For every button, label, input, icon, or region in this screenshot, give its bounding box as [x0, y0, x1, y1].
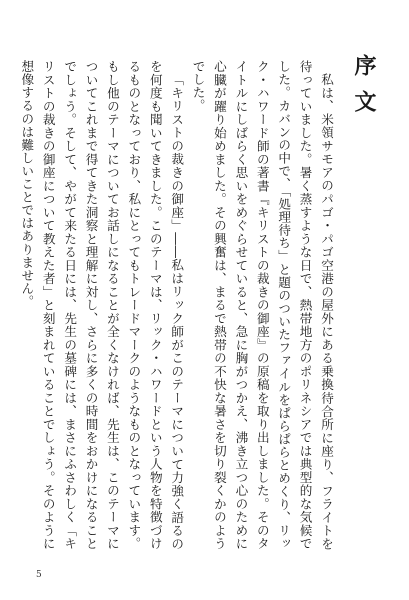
chapter-heading: 序文: [351, 54, 377, 126]
body-text: [19, 60, 337, 550]
paragraph-2: 「キリストの裁きの御座」――私はリック師がこのテーマについて力強く語るのを何度も聞いてきました。このテーマは、リック・ハワードという人物を特徴づけるものとなっており、私にとってもトレードマークのようなものとなっています。もし他のテーマについてお話しになることが全くなければ、先生は、このテーマについてこれまで得てきた洞察と理解に対し、さらに多くの時間をおかけになることでしょう。そして、やがて来たる日には、先生の墓碑には、まさにふさわしく「キリストの裁きの御座について教えた者」と刻まれていることでしょう。そのように想像するのは難しいことではありません。: [19, 60, 185, 550]
paragraph-1: 私は、米領サモアのパゴ・パゴ空港の屋外にある乗換待合所に座り、フライトを待っていました。暑く蒸すような日で、熱帯地方のポリネシアでは典型的な気候でした。カバンの中で、「処理待ち」と題のついたファイルをぱらぱらとめくり、リック・ハワード師の著書『キリストの裁きの御座』の原稿を取り出しました。そのタイトルにしばらく思いをめぐらせていると、急に胸がつかえ、沸き立つ心のために心臓が躍り始めました。その興奮は、まるで熱帯の不快な暑さを切り裂くかのようでした。: [190, 60, 334, 550]
page-number: 5: [36, 570, 42, 580]
